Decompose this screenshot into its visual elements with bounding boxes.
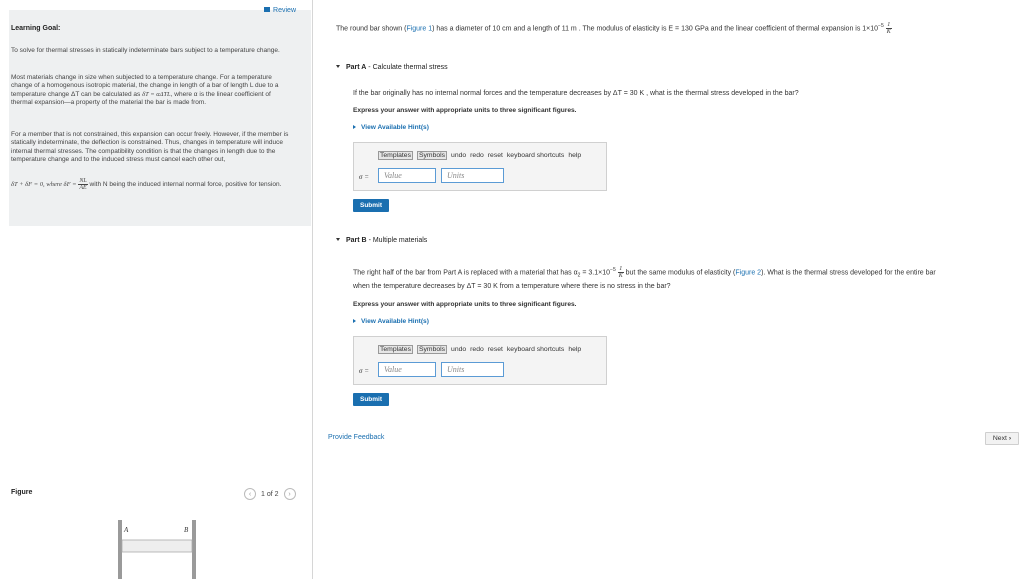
undo-button[interactable]: undo [451,346,467,353]
symbols-button[interactable]: Symbols [418,152,446,159]
part-b-title: - Multiple materials [366,237,428,244]
part-b-q1-exp: −5 [610,267,616,274]
goal-paragraph-1-a: Most materials change in size when subjected to a temperature change. For a temperature change of a homogenous isotropic material, the change in length of a bar of length L due to a temperature change ΔT can be calculated as [11,74,279,98]
next-label: Next [992,435,1007,442]
problem-intro [336,22,892,35]
bar-figure [112,518,202,579]
redo-button[interactable]: redo [470,152,484,159]
figure-pager [244,488,296,500]
part-b-submit-button[interactable]: Submit [353,393,389,406]
part-b-q1-d: ). What is the thermal stress developed for the entire bar [761,269,936,277]
reset-button[interactable]: reset [487,152,503,159]
undo-button[interactable]: undo [451,152,467,159]
compatibility-formula: δT + δF = 0, where δF = [11,181,77,189]
keyboard-shortcuts-button[interactable]: keyboard shortcuts [506,152,565,159]
intro-unit-fraction [886,22,892,35]
part-a-sigma-label: σ = [359,173,369,181]
part-b-header[interactable] [336,237,427,244]
label-a: A [124,526,129,534]
intro-unit-num: 1 [887,22,891,28]
part-b-q1-b: = 3.1×10 [580,269,611,277]
part-b-q1-c: but the same modulus of elasticity ( [623,269,736,277]
templates-button[interactable]: Templates [380,346,411,353]
keyboard-shortcuts-button[interactable]: keyboard shortcuts [506,346,565,353]
part-b-hint-label: View Available Hint(s) [361,318,429,325]
intro-unit-den: K [886,29,891,35]
part-b-q1-a: The right half of the bar from Part A is replaced with a material that has α [353,269,578,277]
prev-figure-button[interactable] [244,488,256,500]
review-icon [264,7,270,12]
part-b-express: Express your answer with appropriate units to three significant figures. [353,301,577,308]
part-a-submit-button[interactable]: Submit [353,199,389,212]
review-label: Review [273,7,296,14]
part-a-value-input[interactable]: Value [378,168,436,183]
next-figure-button[interactable] [284,488,296,500]
part-b-units-input[interactable]: Units [441,362,504,377]
goal-paragraph-1 [11,74,294,108]
learning-goal-title: Learning Goal: [11,25,61,32]
right-wall [192,520,196,579]
intro-exponent: −5 [878,23,884,30]
part-b-hint-link[interactable] [353,318,429,325]
reset-button[interactable]: reset [487,346,503,353]
goal-paragraph-1-b: , where α is the linear coefficient of thermal expansion—a property of the material the bar is made from. [11,90,271,107]
part-a-hint-link[interactable] [353,124,429,131]
figure-label: Figure [11,489,33,496]
part-b-unit-den: K [618,273,623,279]
round-bar [122,540,192,552]
force-deformation-fraction [78,178,87,191]
left-panel [0,0,313,579]
part-a-question: If the bar originally has no internal normal forces and the temperature decreases by ΔT = 30 K , what is the thermal stress developed in the bar? [353,90,799,97]
part-a-letter: Part A [346,64,367,71]
label-b: B [184,526,189,534]
goal-intro: To solve for thermal stresses in statically indeterminate bars subject to a temperature change. [11,47,280,54]
part-b-unit-num: 1 [619,266,623,272]
provide-feedback-link[interactable]: Provide Feedback [328,434,385,441]
part-b-question-line-1 [353,266,936,279]
learning-goal-box [9,10,311,226]
part-a-title: - Calculate thermal stress [366,64,448,71]
templates-button[interactable]: Templates [380,152,411,159]
right-panel [314,0,1024,579]
figure-1-link[interactable]: Figure 1 [406,25,433,33]
intro-text-b: ) has a diameter of 10 cm and a length of 11 m . The modulus of elasticity is E = 130 GPa and the linear coefficient of thermal expansion is 1×10 [432,25,879,33]
part-a-units-input[interactable]: Units [441,168,504,183]
part-b-letter: Part B [346,237,367,244]
hint-triangle-icon [353,125,356,129]
part-a-express: Express your answer with appropriate units to three significant figures. [353,107,577,114]
redo-button[interactable]: redo [470,346,484,353]
caret-down-icon [336,238,340,241]
help-button[interactable]: help [568,346,582,353]
help-button[interactable]: help [568,152,582,159]
goal-paragraph-2-text: For a member that is not constrained, this expansion can occur freely. However, if the member is statically indeterminate, the deflection is constrained. Thus, changes in temperature will induce internal thermal stresses. The compatibility condition is that the changes in length due to the temperature change and to the induced stress must cancel each other out, [11,131,289,164]
part-b-value-input[interactable]: Value [378,362,436,377]
left-wall [118,520,122,579]
part-b-sigma-label: σ = [359,367,369,375]
fraction-numerator: NL [79,178,87,184]
part-a-header[interactable] [336,64,448,71]
pager-text: 1 of 2 [261,490,279,498]
figure-2-link[interactable]: Figure 2 [735,269,762,277]
prev-icon: ‹ [248,490,252,498]
part-b-question-line-2: when the temperature decreases by ΔT = 30 K from a temperature where there is no stress in the bar? [353,283,671,290]
part-a-answer-box [353,142,607,191]
part-b-toolbar [378,345,581,354]
intro-text-a: The round bar shown ( [336,25,407,33]
next-page-icon: › [288,490,291,498]
caret-down-icon [336,65,340,68]
thermal-deformation-formula: δT = αΔTL [142,90,171,98]
review-link[interactable] [264,7,296,14]
next-chevron-icon: › [1008,435,1012,442]
hint-triangle-icon [353,319,356,323]
next-button[interactable] [985,432,1019,445]
part-a-hint-label: View Available Hint(s) [361,124,429,131]
fraction-denominator: AE [79,185,87,191]
goal-paragraph-2 [11,131,294,165]
part-a-toolbar [378,151,581,160]
part-b-answer-box [353,336,607,385]
part-b-q1-sub: 2 [577,272,581,279]
compatibility-tail: with N being the induced internal normal force, positive for tension. [89,181,282,189]
symbols-button[interactable]: Symbols [418,346,446,353]
compatibility-line [11,178,294,191]
